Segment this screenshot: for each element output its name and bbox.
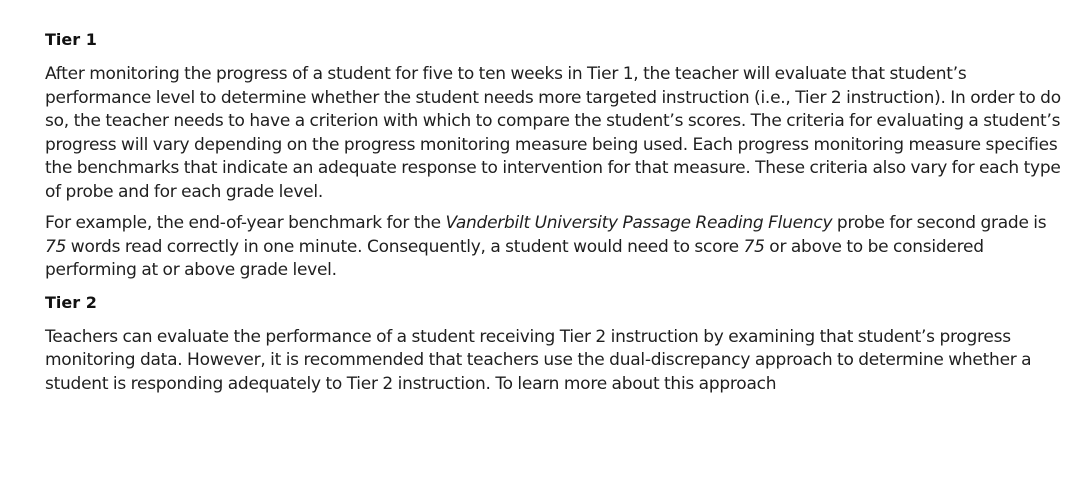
- tier1-paragraph-1: After monitoring the progress of a student for five to ten weeks in Tier 1, the teacher will evaluate that student’s performance level to determine whether the student needs more targeted instruction (i.e., Tier 2 instruction). In order to do so, the teacher needs to have a criterion with which to compare the student’s scores. The criteria for evaluating a student’s progress will vary depending on the progress monitoring measure being used. Each progress monitoring measure specifies the benchmarks that indicate an adequate response to intervention for that measure. These criteria also vary for each type of probe and for each grade level.: [45, 64, 1061, 202]
- tier2-paragraph-1: Teachers can evaluate the performance of a student receiving Tier 2 instruction by examining that student’s progress monitoring data. However, it is recommended that teachers use the dual-discrepancy approach to determine whether a student is responding adequately to Tier 2 instruction. To learn more about this approach: [45, 326, 1032, 394]
- probe-name: Vanderbilt University Passage Reading Fluency: [445, 213, 833, 233]
- tier2-section: [45, 293, 1065, 397]
- tier1-paragraph-2: [45, 212, 1065, 283]
- tier1-section: [45, 30, 1065, 283]
- tier1-p2-text-1: For example, the end-of-year benchmark for the: [45, 213, 446, 233]
- benchmark-value-1: 75: [45, 236, 67, 257]
- tier1-p2-text-4: or above to be considered performing at or above grade level.: [45, 236, 984, 280]
- tier2-heading: Tier 2: [45, 292, 97, 312]
- tier1-heading: Tier 1: [45, 30, 97, 49]
- benchmark-value-2: 75: [743, 236, 765, 257]
- tier1-p2-text-3: words read correctly in one minute. Consequently, a student would need to score: [66, 236, 744, 257]
- tier1-p2-text-2: probe for second grade is: [832, 213, 1047, 233]
